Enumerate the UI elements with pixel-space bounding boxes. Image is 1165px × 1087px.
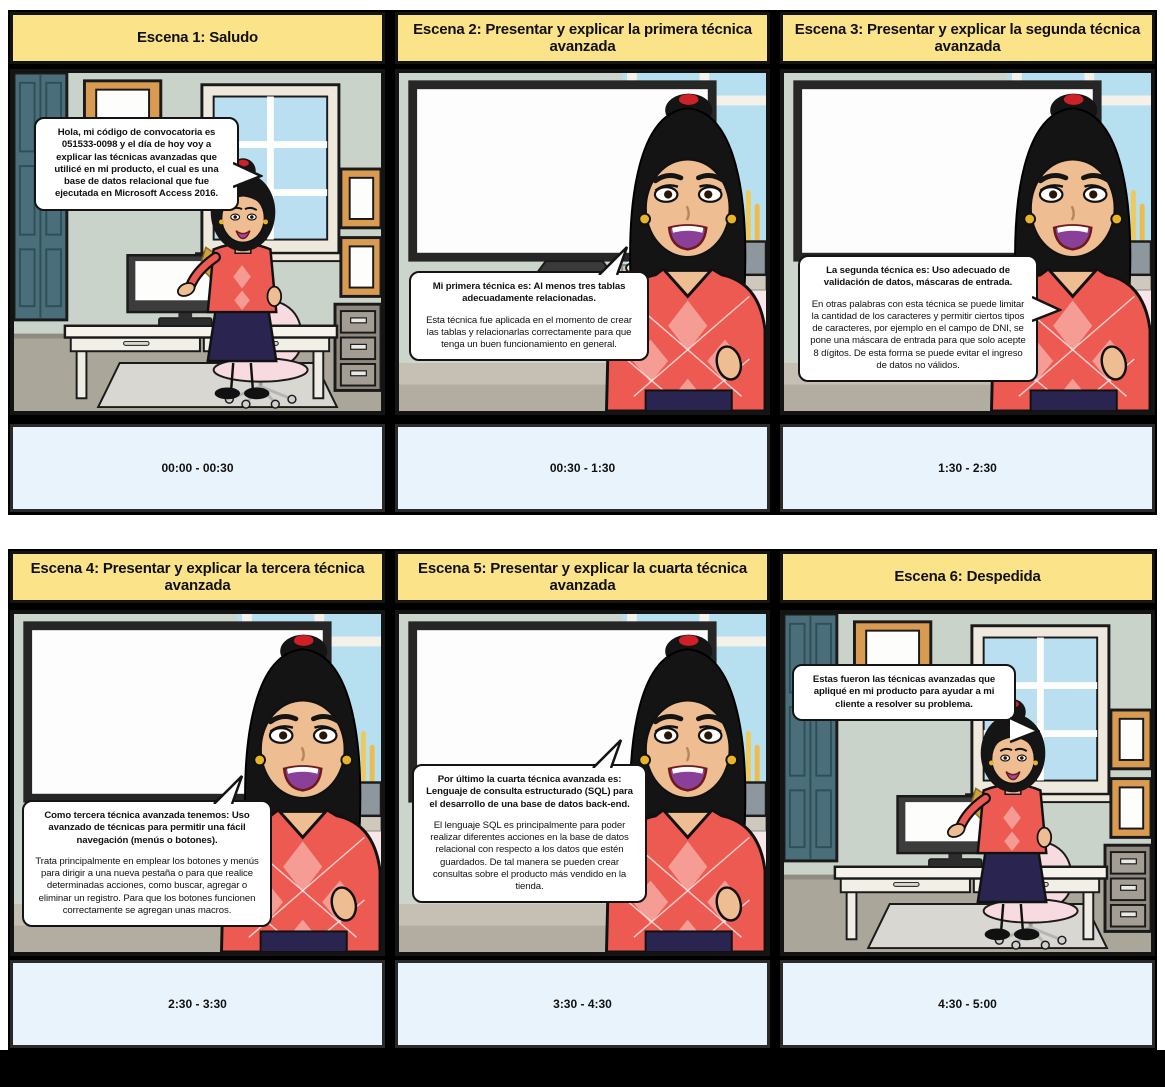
scene-2-title: Escena 2: Presentar y explicar la primera técnica avanzada	[413, 20, 752, 55]
speech-tail-icon	[593, 245, 633, 275]
scene-2-illustration-cell	[395, 69, 770, 415]
scene-4-illustration-cell	[10, 610, 385, 956]
scene-3-speech-bubble	[798, 255, 1038, 382]
scene-4-time-cell	[10, 960, 385, 1048]
scene-4-title: Escena 4: Presentar y explicar la tercera técnica avanzada	[30, 559, 365, 594]
scene-1-speech-bubble	[34, 117, 239, 211]
scene-5-title-bar	[395, 551, 770, 603]
scene-1-speech-text: Hola, mi código de convocatoria es 051533-0098 y el día de hoy voy a explicar las técnicas avanzadas que utilicé en mi producto, el cual es una base de datos relacional que fue ejecutada en Microsoft Access 2016.	[54, 127, 219, 200]
scene-5-time-cell	[395, 960, 770, 1048]
scene-4-speech-heading: Como tercera técnica avanzada tenemos: Uso avanzado de técnicas para permitir una fácil navegación (menús o botones).	[44, 810, 250, 846]
scene-2-speech-bubble	[409, 271, 649, 361]
scene-1-title: Escena 1: Saludo	[136, 29, 258, 47]
scene-3-title: Escena 3: Presentar y explicar la segunda técnica avanzada	[794, 20, 1141, 55]
speech-tail-icon	[1032, 295, 1062, 323]
scene-5-illustration-cell	[395, 610, 770, 956]
scene-6-title: Escena 6: Despedida	[894, 568, 1041, 586]
speech-tail-icon	[233, 161, 263, 189]
scene-1-title-bar	[10, 12, 385, 64]
scene-5-speech-body: El lenguaje SQL es principalmente para poder realizar diferentes acciones en la base de datos relacional con respecto a los datos que estén guardados. De tal manera se pueden crear consultas sobre el producto más vendido en la tienda.	[430, 819, 629, 893]
scene-3-speech-body: En otras palabras con esta técnica se puede limitar la cantidad de los caracteres y permitir ciertos tipos de caracteres, por ejemplo en el campo de DNI, se pone una máscara de entrada para que solo acepte 8 dígitos. De esta forma se puede evitar el ingreso de datos no válidos.	[810, 298, 1026, 371]
scene-5-speech-bubble	[412, 764, 647, 903]
scene-3-time-range: 1:30 - 2:30	[938, 461, 997, 475]
scene-6-speech-bubble	[792, 664, 1016, 721]
scene-4-title-bar	[10, 551, 385, 603]
scene-2-time-range: 00:30 - 1:30	[549, 461, 616, 475]
speech-tail-icon	[208, 774, 248, 804]
scene-4-time-range: 2:30 - 3:30	[168, 997, 227, 1011]
speech-tail-icon	[587, 738, 627, 768]
scene-6-title-bar	[780, 551, 1155, 603]
scene-6-time-cell	[780, 960, 1155, 1048]
scene-3-time-cell	[780, 424, 1155, 512]
scene-6-illustration-cell	[780, 610, 1155, 956]
scene-1-illustration-cell	[10, 69, 385, 415]
scene-2-speech-heading: Mi primera técnica es: Al menos tres tablas adecuadamente relacionadas.	[432, 281, 626, 305]
scene-2-speech-body: Esta técnica fue aplicada en el momento de crear las tablas y relacionarlas correctamente para que tenga un buen funcionamiento en general.	[426, 314, 632, 351]
scene-6-speech-text: Estas fueron las técnicas avanzadas que apliqué en mi producto para ayudar a mi cliente a resolver su problema.	[812, 674, 996, 710]
scene-2-time-cell	[395, 424, 770, 512]
scene-3-title-bar	[780, 12, 1155, 64]
scene-5-time-range: 3:30 - 4:30	[553, 997, 612, 1011]
scene-2-title-bar	[395, 12, 770, 64]
scene-4-speech-bubble	[22, 800, 272, 927]
speech-tail-icon	[1010, 716, 1040, 744]
scene-3-speech-heading: La segunda técnica es: Uso adecuado de validación de datos, máscaras de entrada.	[823, 265, 1013, 289]
scene-4-speech-body: Trata principalmente en emplear los botones y menús para dirigir a una nueva pestaña o para que realice determinadas acciones, como buscar, agregar o eliminar un registro. Para que los botones funcionen correctamente se agregan unas macros.	[35, 855, 259, 916]
scene-5-speech-heading: Por último la cuarta técnica avanzada es: Lenguaje de consulta estructurado (SQL) para el desarrollo de una base de datos back-end.	[426, 774, 633, 810]
scene-5-title: Escena 5: Presentar y explicar la cuarta técnica avanzada	[418, 559, 747, 594]
scene-6-time-range: 4:30 - 5:00	[938, 997, 997, 1011]
bottom-letterbox	[0, 1050, 1165, 1087]
scene-3-illustration-cell	[780, 69, 1155, 415]
scene-1-time-range: 00:00 - 00:30	[161, 461, 234, 475]
scene-1-time-cell	[10, 424, 385, 512]
